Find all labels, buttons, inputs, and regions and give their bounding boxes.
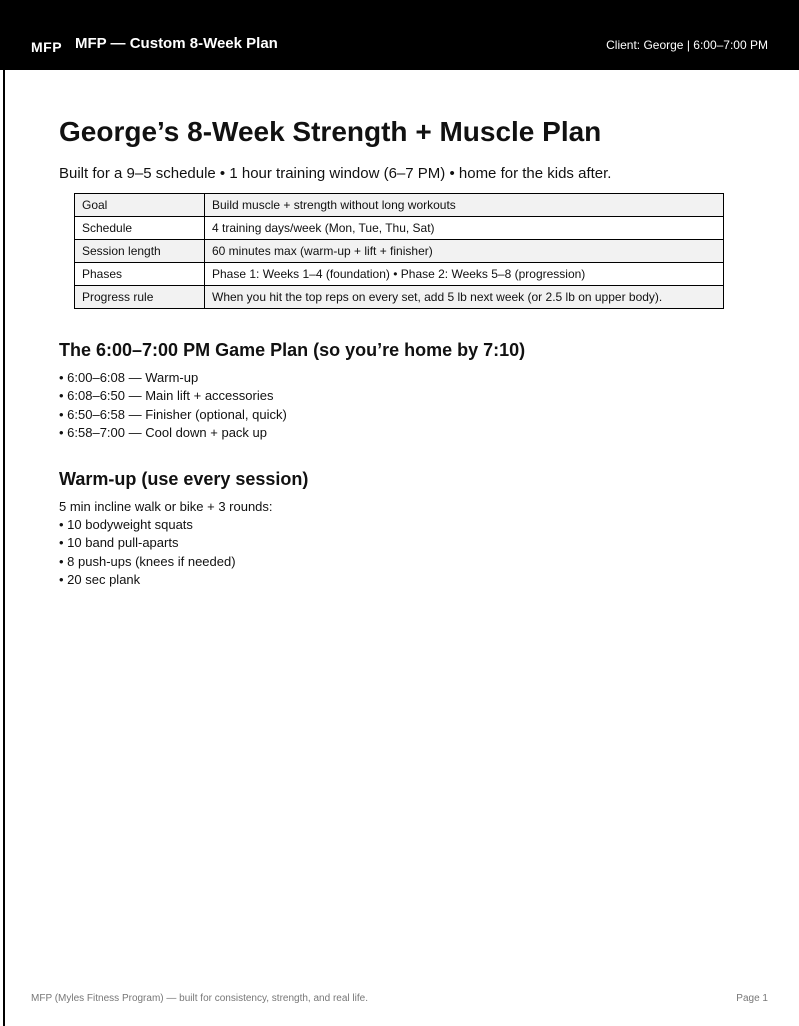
page-edge-rule: [3, 70, 5, 1026]
footer-text: MFP (Myles Fitness Program) — built for consistency, strength, and real life.: [31, 993, 368, 1004]
table-row: [75, 217, 724, 240]
row-value-phases: Phase 1: Weeks 1–4 (foundation) • Phase 2: Weeks 5–8 (progression): [205, 263, 724, 286]
list-item: • 8 push-ups (knees if needed): [59, 553, 236, 569]
warmup-heading: Warm-up (use every session): [59, 469, 309, 489]
warmup-intro: 5 min incline walk or bike + 3 rounds:: [59, 499, 273, 514]
warmup-list: [59, 516, 236, 589]
row-value-session-length: 60 minutes max (warm-up + lift + finisher): [205, 240, 724, 263]
table-row: [75, 286, 724, 309]
client-info: Client: George | 6:00–7:00 PM: [606, 38, 768, 52]
row-label-progress-rule: Progress rule: [75, 286, 205, 309]
game-plan-heading: The 6:00–7:00 PM Game Plan (so you’re home by 7:10): [59, 340, 526, 360]
row-label-goal: Goal: [75, 194, 205, 217]
page-number: Page 1: [736, 993, 768, 1004]
list-item: • 10 band pull-aparts: [59, 535, 179, 551]
row-value-schedule: 4 training days/week (Mon, Tue, Thu, Sat): [205, 217, 724, 240]
header-title: MFP — Custom 8-Week Plan: [75, 35, 278, 52]
table-row: [75, 194, 724, 217]
table-row: [75, 240, 724, 263]
game-plan-list: [59, 369, 287, 442]
row-label-schedule: Schedule: [75, 217, 205, 240]
list-item: • 6:08–6:50 — Main lift + accessories: [59, 388, 274, 404]
list-item: • 6:58–7:00 — Cool down + pack up: [59, 424, 267, 440]
list-item: • 6:50–6:58 — Finisher (optional, quick): [59, 406, 287, 422]
list-item: • 20 sec plank: [59, 571, 141, 587]
table-row: [75, 263, 724, 286]
row-value-goal: Build muscle + strength without long workouts: [205, 194, 724, 217]
list-item: • 6:00–6:08 — Warm-up: [59, 370, 199, 385]
brand-logo: MFP: [31, 39, 63, 55]
header-bar: [0, 0, 799, 70]
row-label-session-length: Session length: [75, 240, 205, 263]
document-title: George’s 8-Week Strength + Muscle Plan: [59, 116, 602, 147]
document-subtitle: Built for a 9–5 schedule • 1 hour training window (6–7 PM) • home for the kids after.: [59, 165, 612, 182]
list-item: • 10 bodyweight squats: [59, 517, 193, 532]
row-value-progress-rule: When you hit the top reps on every set, add 5 lb next week (or 2.5 lb on upper body).: [205, 286, 724, 309]
row-label-phases: Phases: [75, 263, 205, 286]
plan-summary-table: [74, 193, 724, 309]
